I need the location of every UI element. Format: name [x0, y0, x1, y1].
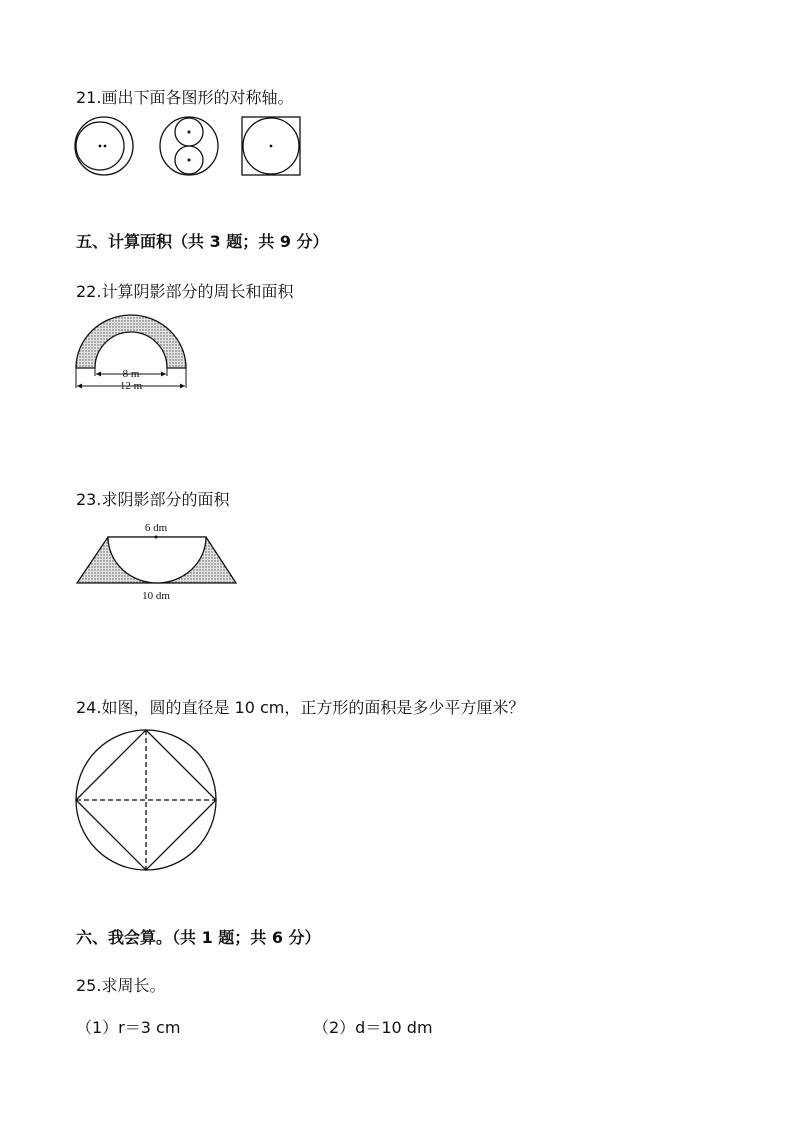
center-dot-inner: [99, 145, 102, 148]
center-dot-outer: [104, 145, 107, 148]
q23-text: 23.求阴影部分的面积: [76, 490, 230, 509]
inner-diameter-label: 8 m: [122, 368, 140, 380]
q22-ring-figure: [70, 308, 200, 394]
q22-text: 22.计算阴影部分的周长和面积: [76, 282, 294, 301]
section-5-heading: 五、计算面积（共 3 题；共 9 分）: [76, 232, 329, 251]
shaded-half-ring: [76, 315, 186, 368]
q24-text: 24.如图，圆的直径是 10 cm，正方形的面积是多少平方厘米？: [76, 698, 525, 717]
figure-two-circles: [75, 117, 133, 175]
outer-diameter-label: 12 m: [119, 380, 143, 392]
figure-stacked-circles: [160, 117, 218, 175]
q21-text: 21.画出下面各图形的对称轴。: [76, 88, 294, 107]
q25-part1: （1）r＝3 cm: [76, 1018, 181, 1037]
q25-text: 25.求周长。: [76, 976, 166, 995]
q21-figures: [70, 112, 310, 182]
section-6-heading: 六、我会算。（共 1 题；共 6 分）: [76, 928, 321, 947]
q24-circle-square-figure: [70, 726, 222, 878]
bottom-base-label: 10 dm: [142, 590, 170, 602]
q25-part2: （2）d＝10 dm: [313, 1018, 433, 1037]
figure-circle-in-square: [242, 117, 300, 175]
q23-trapezoid-figure: [70, 518, 245, 606]
top-base-label: 6 dm: [144, 522, 168, 534]
